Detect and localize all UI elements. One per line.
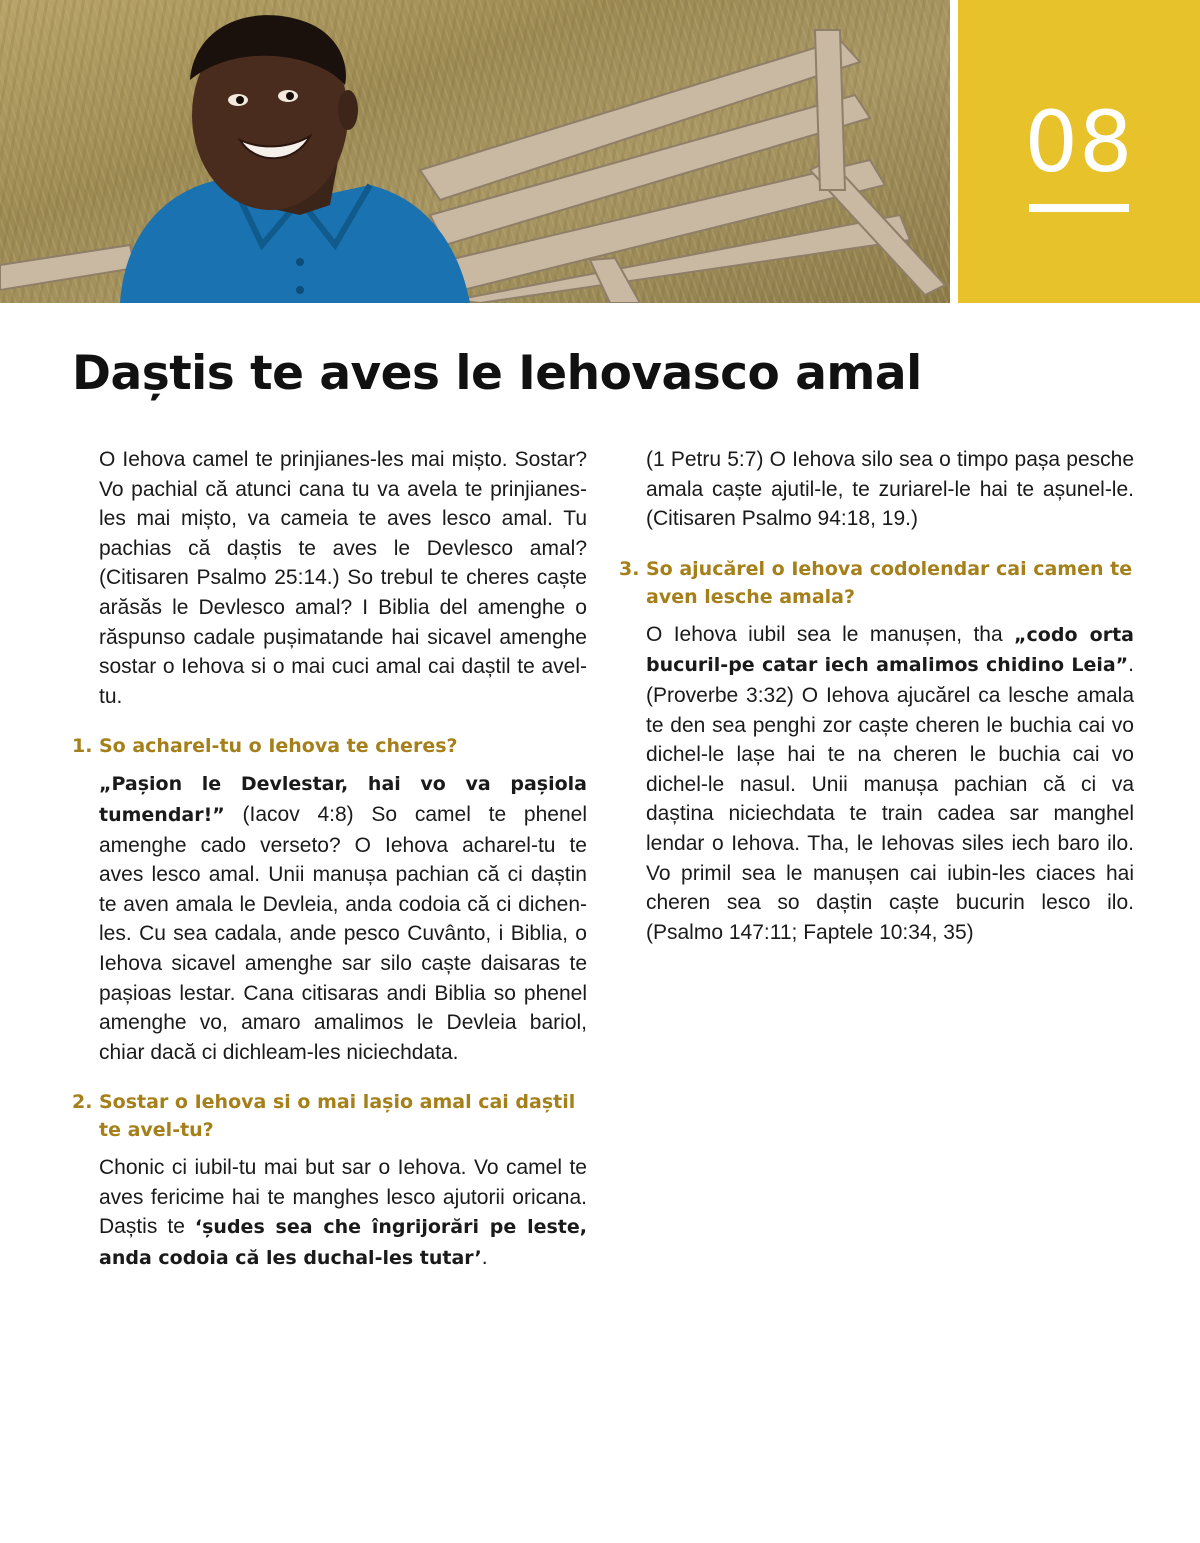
answer-3 [646,620,1134,948]
scripture-quote: „Pașion le Devlestar, hai vo va pașiola tumendar!” [99,773,587,826]
question-text: So acharel-tu o Iehova te cheres? [99,735,458,758]
answer-text: O Iehova iubil sea le manușen, tha [646,622,1015,646]
answer-2-part-2 [646,445,1134,534]
column-left [72,445,587,1274]
lesson-number-underline [1029,204,1129,212]
question-2 [72,1088,587,1144]
scripture-quote: „codo orta bucuril-pe catar iech amalimos chidino Leia” [646,623,1134,677]
question-number: 3. [619,557,640,580]
answer-text: . (Proverbe 3:32) O Iehova ajucărel ca lesche amala te den sea penghi zor caște cheren le buchia cai vo dichel-le lașe hai te na cheren le buchia cai vo dichel-le nasul. Unii manușa pachian că ci va daștina niciechdata te train cadea sar manghel lendar o Iehova. Tha, le Iehovas siles iech baro ilo. Vo primil sea le manușen cai iubin-les ciaces hai cheren sea so daștin caște bucurin lesco ilo. (Psalmo 147:11; Faptele 10:34, 35) [646,653,1134,944]
answer-1 [99,769,587,1067]
question-text: So ajucărel o Iehova codolendar cai camen te aven lesche amala? [646,557,1133,608]
answer-text: Chonic ci iubil-tu mai but sar o Iehova. Vo camel te aves fericime hai te manghes lesco ajutorii oricana. Daștis te [99,1156,587,1239]
question-number: 2. [72,1091,93,1114]
intro-paragraph: O Iehova camel te prinjianes-les mai mișto. Sostar? Vo pachial că atunci cana tu va avela te prinjianes-les mai mișto, va cameia te aves lesco amal. Tu pachias că daștis te aves le Devlesco amal? (Citisaren Psalmo 25:14.) So trebul te cheres caște arăsăs le Devlesco amal? I Biblia del amenghe o răspunso cadale pușimatande hai sicavel amenghe sostar o Iehova si o mai cuci amal cai daștil te avel-tu. [99,448,587,708]
lesson-number: 08 [1024,93,1134,191]
answer-text: (1 Petru 5:7) O Iehova silo sea o timpo pașa pesche amala caște ajutil-le, te zuriarel-le hai te așunel-le. (Citisaren Psalmo 94:18, 19.) [646,448,1134,531]
page-title: Daștis te aves le Iehovasco amal [72,346,922,401]
question-number: 1. [72,735,93,758]
answer-2-part-1: Chonic ci iubil-tu mai but sar o Iehova. Vo camel te aves fericime hai te manghes lesco ajutorii oricana. Daștis te ‘șudes sea che îngrijorări pe leste, anda codoia că les duchal-les tutar’. [99,1156,587,1270]
answer-text: (Iacov 4:8) So camel te phenel amenghe cado verseto? O Iehova acharel-tu te aves lesco amal. Unii manușa pachian că ci daștin te aven amala le Devleia, anda codoia că ci dichen-les. Cu sea cadala, ande pesco Cuvânto, i Biblia, o Iehova sicavel amenghe sar silo caște daisaras te pașioas lestar. Cana citisaras andi Biblia so phenel amenghe vo, amaro amalimos le Devleia bariol, chiar dacă ci dichleam-les niciechdata. [99,802,587,1064]
question-1 [72,732,587,760]
question-3 [619,555,1134,611]
photo-man-on-bench [0,0,950,303]
question-text: Sostar o Iehova si o mai lașio amal cai daștil te avel-tu? [99,1091,576,1142]
column-right [619,445,1134,947]
scripture-quote: ‘șudes sea che îngrijorări pe leste, anda codoia că les duchal-les tutar’ [99,1216,587,1270]
lesson-badge [958,0,1200,303]
header-photo [0,0,950,303]
